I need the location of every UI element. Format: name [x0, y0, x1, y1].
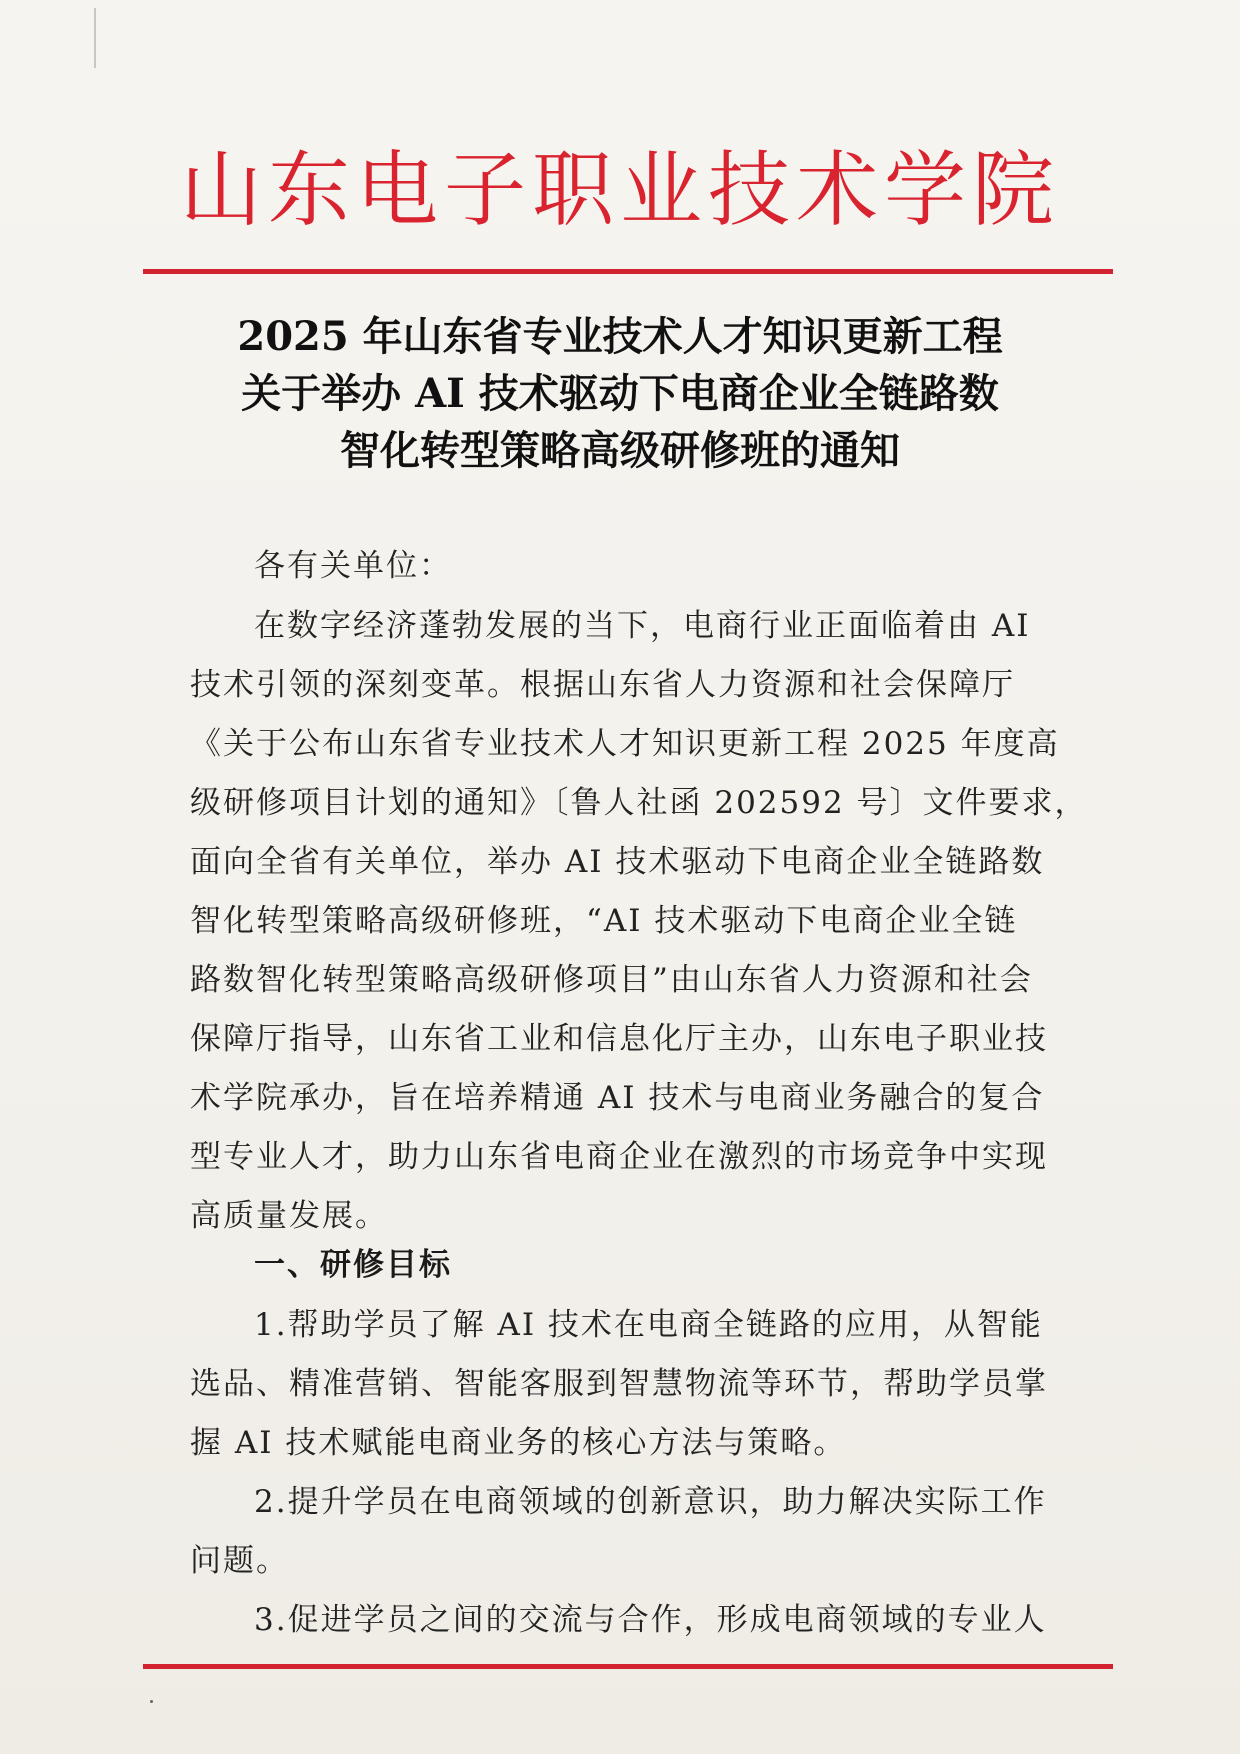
paragraph-line: 术学院承办，旨在培养精通 AI 技术与电商业务融合的复合 [190, 1080, 1045, 1116]
title-line: 2025 年山东省专业技术人才知识更新工程 [237, 313, 1003, 360]
paragraph-line: 路数智化转型策略高级研修项目”由山东省人力资源和社会 [190, 962, 1033, 998]
letterhead-rule-top [143, 269, 1113, 274]
paragraph-line: 保障厅指导，山东省工业和信息化厅主办，山东电子职业技 [190, 1021, 1048, 1057]
paragraph-line: 高质量发展。 [190, 1198, 388, 1234]
list-item-line: 选品、精准营销、智能客服到智慧物流等环节，帮助学员掌 [190, 1366, 1048, 1402]
list-item-line: 1.帮助学员了解 AI 技术在电商全链路的应用，从智能 [254, 1307, 1043, 1343]
paragraph-line: 智化转型策略高级研修班，“AI 技术驱动下电商企业全链 [190, 903, 1018, 939]
goals-list [190, 1296, 1070, 1650]
paragraph-line: 级研修项目计划的通知》〔鲁人社函 202592 号〕文件要求， [190, 785, 1088, 821]
list-item-line: 问题。 [190, 1543, 289, 1579]
paragraph-line: 面向全省有关单位，举办 AI 技术驱动下电商企业全链路数 [190, 844, 1045, 880]
scan-edge-mark [94, 8, 96, 68]
intro-paragraph [190, 597, 1088, 1246]
paragraph-line: 在数字经济蓬勃发展的当下，电商行业正面临着由 AI [254, 608, 1031, 644]
paragraph-line: 《关于公布山东省专业技术人才知识更新工程 2025 年度高 [190, 726, 1060, 762]
paragraph-line: 型专业人才，助力山东省电商企业在激烈的市场竞争中实现 [190, 1139, 1048, 1175]
letterhead-institution: 山东电子职业技术学院 [179, 143, 1060, 238]
list-item-line: 握 AI 技术赋能电商业务的核心方法与策略。 [190, 1425, 847, 1461]
paragraph-line: 技术引领的深刻变革。根据山东省人力资源和社会保障厅 [190, 667, 1015, 703]
scan-speck [150, 1700, 153, 1703]
notice-title [150, 308, 1090, 479]
list-item-line: 3.促进学员之间的交流与合作，形成电商领域的专业人 [254, 1602, 1047, 1638]
list-item-line: 2.提升学员在电商领域的创新意识，助力解决实际工作 [254, 1484, 1047, 1520]
salutation: 各有关单位： [254, 548, 452, 584]
title-line: 智化转型策略高级研修班的通知 [340, 427, 900, 474]
footer-rule [143, 1664, 1113, 1669]
title-line: 关于举办 AI 技术驱动下电商企业全链路数 [241, 370, 999, 417]
section-heading-goals: 一、研修目标 [254, 1247, 452, 1283]
